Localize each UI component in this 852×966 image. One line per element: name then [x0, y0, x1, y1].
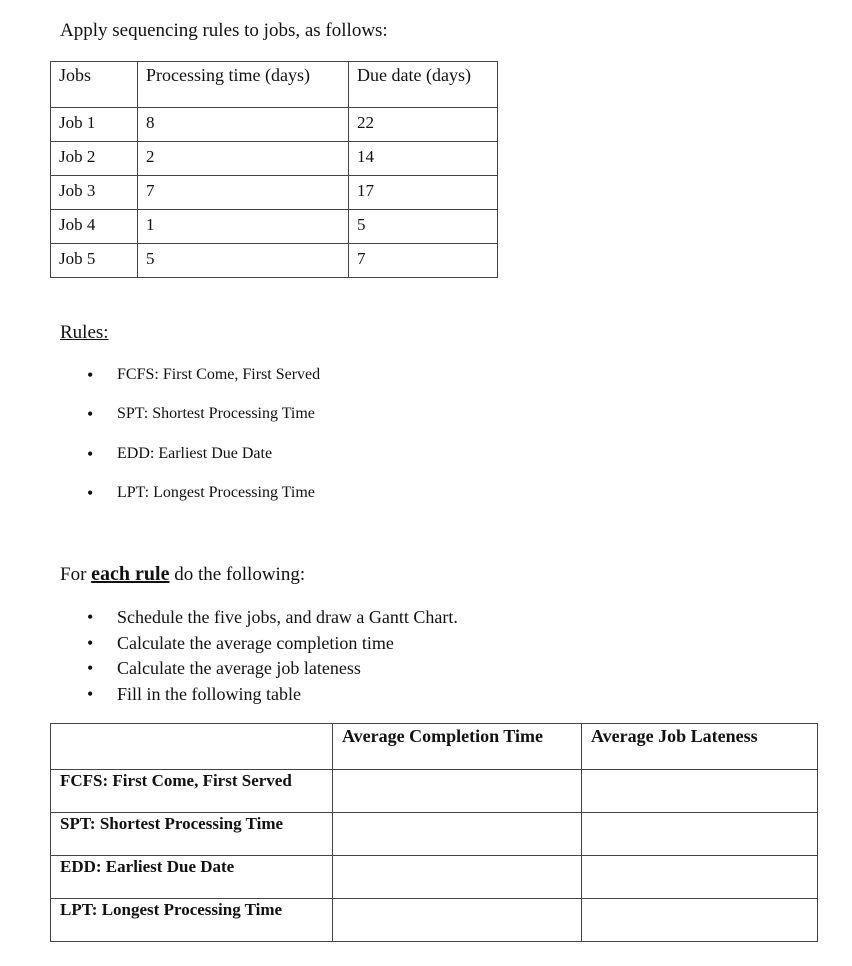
list-item: • Fill in the following table — [60, 682, 458, 708]
avg-lateness-cell[interactable] — [582, 899, 818, 942]
tasks-list — [60, 605, 458, 707]
table-row — [51, 176, 498, 210]
avg-completion-column-header: Average Completion Time — [333, 724, 582, 770]
job-name-cell: Job 4 — [51, 210, 138, 244]
table-row — [51, 210, 498, 244]
table-row — [51, 142, 498, 176]
list-item: • EDD: Earliest Due Date — [60, 442, 320, 481]
jobs-table — [50, 61, 498, 278]
rule-column-header — [51, 724, 333, 770]
results-table — [50, 723, 818, 942]
table-row — [51, 813, 818, 856]
avg-lateness-cell[interactable] — [582, 813, 818, 856]
list-item: • Calculate the average job lateness — [60, 656, 458, 682]
table-row — [51, 856, 818, 899]
avg-completion-cell[interactable] — [333, 899, 582, 942]
due-date-cell: 5 — [349, 210, 498, 244]
list-item: • FCFS: First Come, First Served — [60, 363, 320, 402]
table-row — [51, 244, 498, 278]
avg-completion-cell[interactable] — [333, 813, 582, 856]
table-row — [51, 108, 498, 142]
job-name-cell: Job 1 — [51, 108, 138, 142]
processing-time-cell: 8 — [138, 108, 349, 142]
instructions-prefix: For — [60, 564, 92, 585]
jobs-column-header: Jobs — [51, 62, 138, 108]
processing-time-cell: 1 — [138, 210, 349, 244]
rule-name-cell: SPT: Shortest Processing Time — [51, 813, 333, 856]
results-table-header-row — [51, 724, 818, 770]
table-row — [51, 899, 818, 942]
avg-completion-cell[interactable] — [333, 770, 582, 813]
processing-time-cell: 5 — [138, 244, 349, 278]
avg-completion-cell[interactable] — [333, 856, 582, 899]
rules-list — [60, 363, 320, 520]
instructions-suffix: do the following: — [169, 564, 306, 585]
jobs-table-header-row — [51, 62, 498, 108]
avg-lateness-cell[interactable] — [582, 770, 818, 813]
due-date-column-header: Due date (days) — [349, 62, 498, 108]
list-item: • Calculate the average completion time — [60, 631, 458, 657]
avg-lateness-column-header: Average Job Lateness — [582, 724, 818, 770]
rule-name-cell: EDD: Earliest Due Date — [51, 856, 333, 899]
avg-lateness-cell[interactable] — [582, 856, 818, 899]
rule-name-cell: FCFS: First Come, First Served — [51, 770, 333, 813]
due-date-cell: 22 — [349, 108, 498, 142]
job-name-cell: Job 5 — [51, 244, 138, 278]
processing-time-cell: 2 — [138, 142, 349, 176]
instructions-heading — [60, 563, 305, 586]
list-item: • Schedule the five jobs, and draw a Gantt Chart. — [60, 605, 458, 631]
rule-name-cell: LPT: Longest Processing Time — [51, 899, 333, 942]
intro-text: Apply sequencing rules to jobs, as follows: — [60, 20, 388, 41]
job-name-cell: Job 2 — [51, 142, 138, 176]
list-item: • LPT: Longest Processing Time — [60, 481, 320, 520]
due-date-cell: 14 — [349, 142, 498, 176]
rules-heading: Rules: — [60, 322, 109, 343]
job-name-cell: Job 3 — [51, 176, 138, 210]
instructions-emphasis: each rule — [91, 563, 170, 585]
due-date-cell: 17 — [349, 176, 498, 210]
processing-time-cell: 7 — [138, 176, 349, 210]
table-row — [51, 770, 818, 813]
processing-time-column-header: Processing time (days) — [138, 62, 349, 108]
due-date-cell: 7 — [349, 244, 498, 278]
list-item: • SPT: Shortest Processing Time — [60, 402, 320, 441]
